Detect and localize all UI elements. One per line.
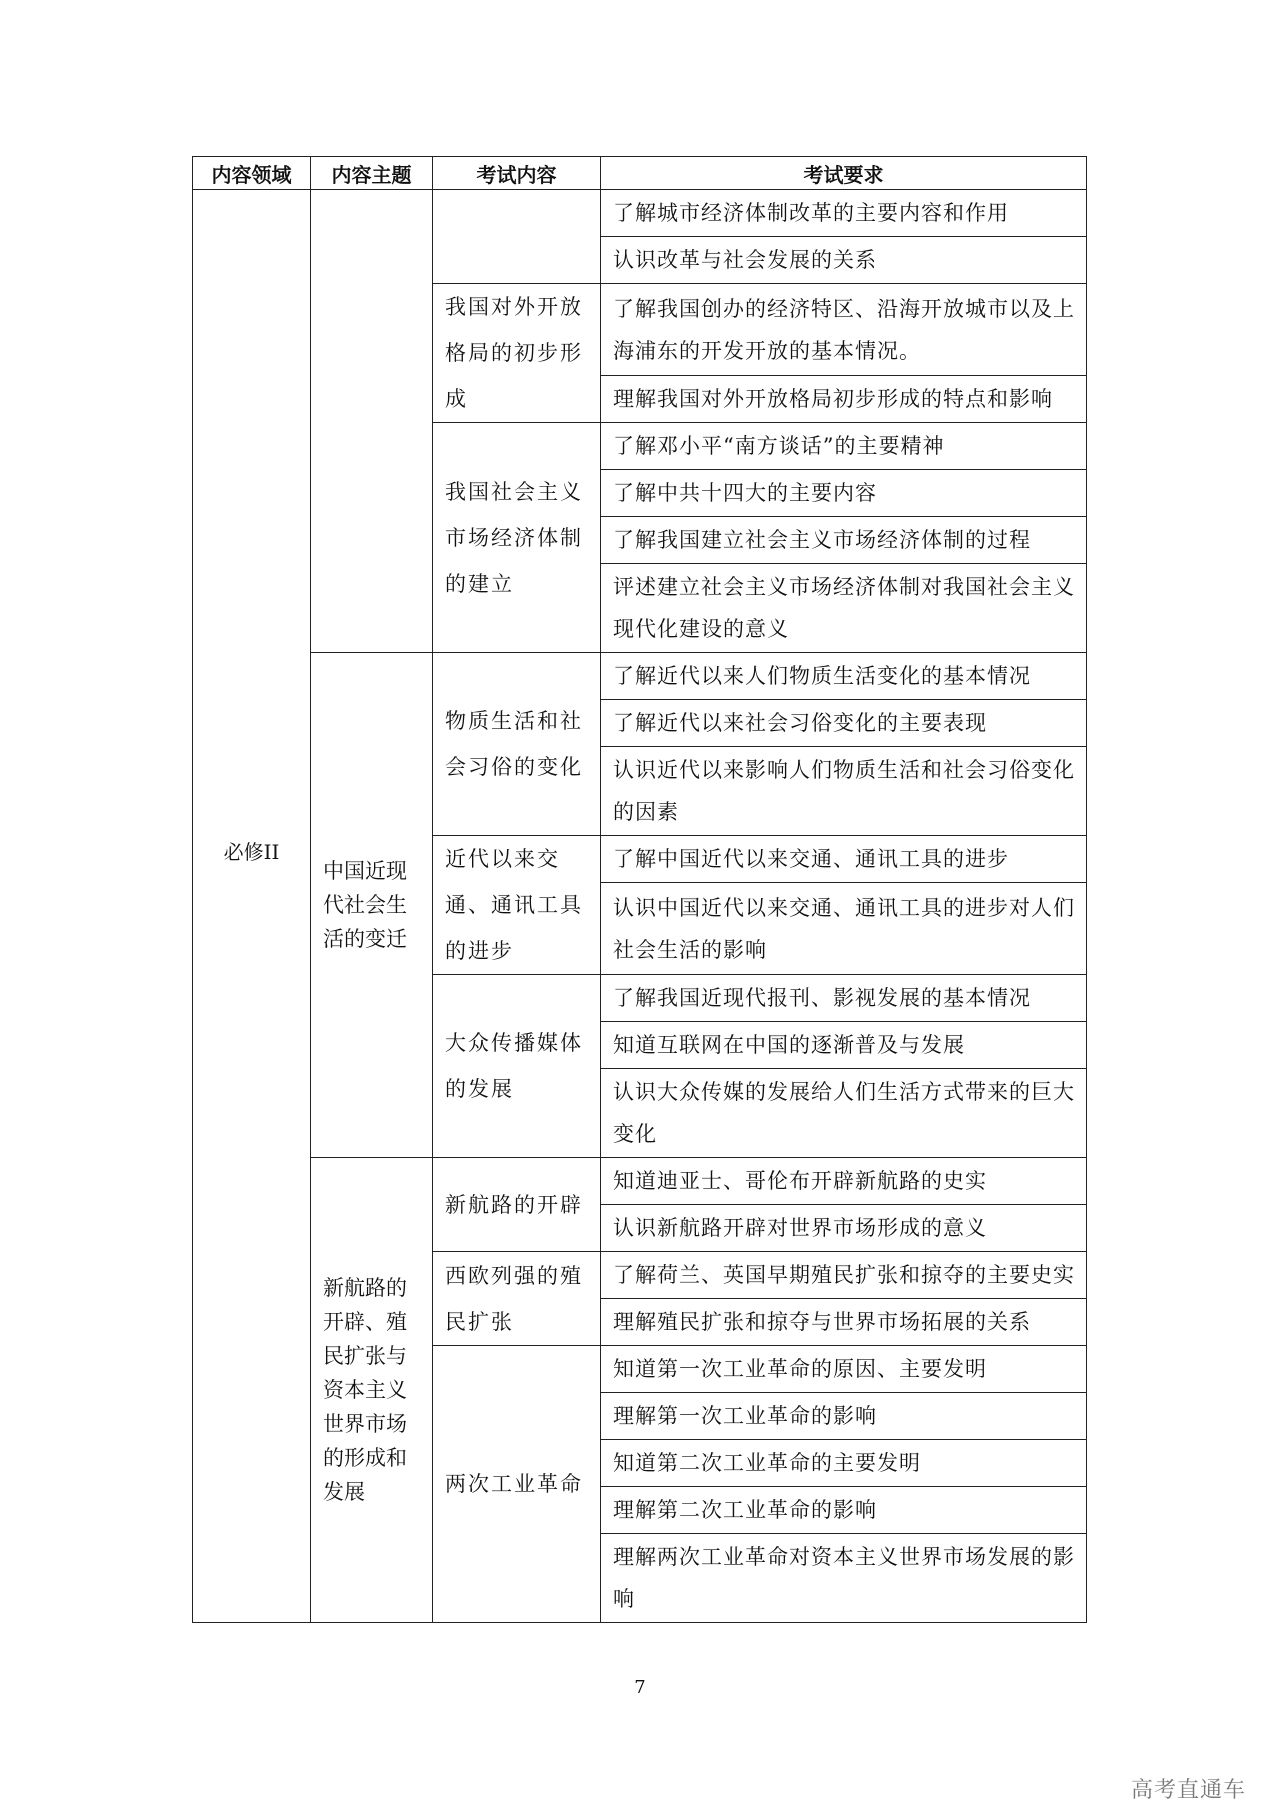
- content-cell: 物质生活和社会习俗的变化: [433, 653, 601, 836]
- requirement-cell: 认识大众传媒的发展给人们生活方式带来的巨大变化: [601, 1069, 1087, 1158]
- requirement-cell: 知道互联网在中国的逐渐普及与发展: [601, 1022, 1087, 1069]
- requirement-cell: 知道第一次工业革命的原因、主要发明: [601, 1346, 1087, 1393]
- content-cell: 西欧列强的殖民扩张: [433, 1252, 601, 1346]
- content-cell: 我国社会主义市场经济体制的建立: [433, 423, 601, 653]
- requirement-cell: 认识中国近代以来交通、通讯工具的进步对人们社会生活的影响: [601, 883, 1087, 975]
- requirement-cell: 理解我国对外开放格局初步形成的特点和影响: [601, 376, 1087, 423]
- content-cell: [433, 190, 601, 284]
- requirement-cell: 认识新航路开辟对世界市场形成的意义: [601, 1205, 1087, 1252]
- requirement-cell: 理解两次工业革命对资本主义世界市场发展的影响: [601, 1534, 1087, 1623]
- watermark-text: 高考直通车: [1130, 1778, 1246, 1803]
- requirement-cell: 了解邓小平“南方谈话”的主要精神: [601, 423, 1087, 470]
- requirement-cell: 理解殖民扩张和掠夺与世界市场拓展的关系: [601, 1299, 1087, 1346]
- requirement-cell: 了解近代以来人们物质生活变化的基本情况: [601, 653, 1087, 700]
- content-cell: 两次工业革命: [433, 1346, 601, 1623]
- header-requirement: 考试要求: [601, 157, 1087, 190]
- header-domain: 内容领域: [193, 157, 311, 190]
- page-number: 7: [634, 1677, 646, 1698]
- header-content: 考试内容: [433, 157, 601, 190]
- requirement-cell: 了解中共十四大的主要内容: [601, 470, 1087, 517]
- exam-requirements-table: [192, 156, 1087, 1623]
- requirement-cell: 评述建立社会主义市场经济体制对我国社会主义现代化建设的意义: [601, 564, 1087, 653]
- domain-cell: 必修II: [193, 190, 311, 1623]
- table-row: [193, 653, 1087, 700]
- requirement-cell: 了解我国近现代报刊、影视发展的基本情况: [601, 975, 1087, 1022]
- requirement-cell: 了解我国建立社会主义市场经济体制的过程: [601, 517, 1087, 564]
- requirement-cell: 了解近代以来社会习俗变化的主要表现: [601, 700, 1087, 747]
- content-cell: 大众传播媒体的发展: [433, 975, 601, 1158]
- requirement-cell: 理解第一次工业革命的影响: [601, 1393, 1087, 1440]
- requirement-cell: 认识近代以来影响人们物质生活和社会习俗变化的因素: [601, 747, 1087, 836]
- requirement-cell: 知道第二次工业革命的主要发明: [601, 1440, 1087, 1487]
- requirement-cell: 认识改革与社会发展的关系: [601, 237, 1087, 284]
- content-cell: 我国对外开放格局的初步形成: [433, 284, 601, 423]
- header-topic: 内容主题: [311, 157, 433, 190]
- requirement-cell: 知道迪亚士、哥伦布开辟新航路的史实: [601, 1158, 1087, 1205]
- requirement-cell: 了解我国创办的经济特区、沿海开放城市以及上海浦东的开发开放的基本情况。: [601, 284, 1087, 376]
- table-row: [193, 1158, 1087, 1205]
- header-row: [193, 157, 1087, 190]
- requirement-cell: 理解第二次工业革命的影响: [601, 1487, 1087, 1534]
- topic-cell: 新航路的开辟、殖民扩张与资本主义世界市场的形成和发展: [311, 1158, 433, 1623]
- content-cell: 近代以来交通、通讯工具的进步: [433, 836, 601, 975]
- content-cell: 新航路的开辟: [433, 1158, 601, 1252]
- topic-cell: [311, 190, 433, 653]
- requirement-cell: 了解中国近代以来交通、通讯工具的进步: [601, 836, 1087, 883]
- requirement-cell: 了解荷兰、英国早期殖民扩张和掠夺的主要史实: [601, 1252, 1087, 1299]
- requirement-cell: 了解城市经济体制改革的主要内容和作用: [601, 190, 1087, 237]
- topic-cell: 中国近现代社会生活的变迁: [311, 653, 433, 1158]
- table-row: [193, 190, 1087, 237]
